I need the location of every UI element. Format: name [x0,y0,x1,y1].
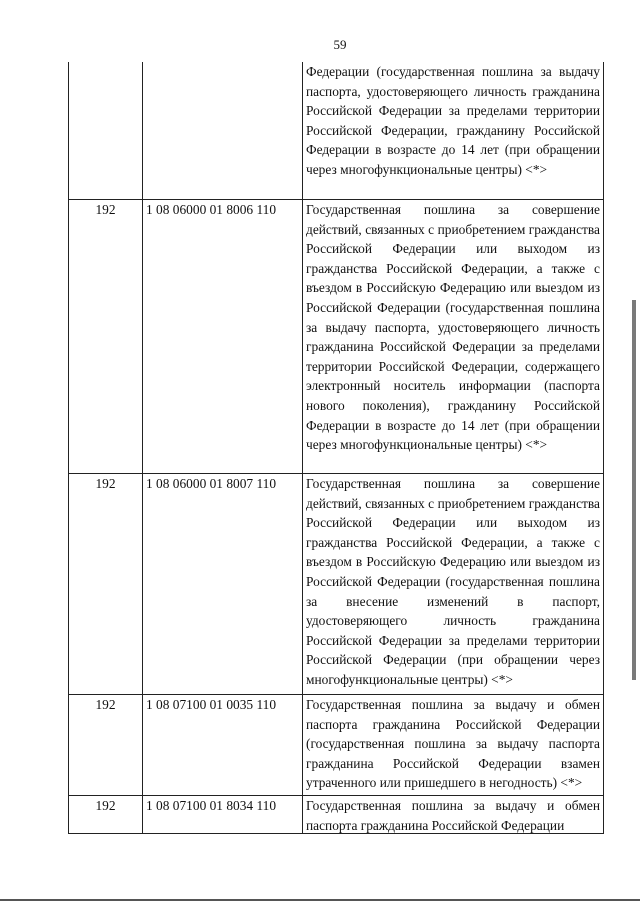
budget-code-cell: 1 08 06000 01 8007 110 [143,474,303,695]
row-number-cell: 192 [69,200,143,474]
row-number-cell [69,62,143,200]
fee-name-cell: Федерации (государственная пошлина за выдачу паспорта, удостоверяющего личность гражданина Российской Федерации за пределами территории Российской Федерации, гражданину Российской Федерации в возрасте до 14 лет (при обращении через многофункциональные центры) <*> [303,62,604,200]
table-row [69,474,604,695]
row-number-cell: 192 [69,695,143,796]
budget-code-cell: 1 08 07100 01 0035 110 [143,695,303,796]
fee-name-text: Государственная пошлина за выдачу и обмен паспорта гражданина Российской Федерации [306,798,600,833]
fee-table [68,62,604,834]
budget-code-cell: 1 08 06000 01 8006 110 [143,200,303,474]
fee-name-cell: Государственная пошлина за совершение действий, связанных с приобретением гражданства Российской Федерации или выходом из гражданства Российской Федерации, а также с въездом в Российскую Федерацию или выездом из Российской Федерации (государственная пошлина за внесение изменений в паспорт, удостоверяющего личность гражданина Российской Федерации за пределами территории Российской Федерации (при обращении через многофункциональные центры) <*> [303,474,604,695]
table-row [69,796,604,834]
row-number-cell: 192 [69,474,143,695]
fee-name-cell: Государственная пошлина за выдачу и обмен паспорта гражданина Российской Федерации (государственная пошлина за выдачу паспорта гражданина Российской Федерации взамен утраченного или пришедшего в негодность) <*> [303,695,604,796]
scan-bottom-line [0,899,640,901]
table-row [69,200,604,474]
budget-code-cell [143,62,303,200]
fee-name-cell [303,796,604,834]
row-number-cell: 192 [69,796,143,834]
table-row [69,695,604,796]
budget-code-cell: 1 08 07100 01 8034 110 [143,796,303,834]
fee-name-cell: Государственная пошлина за совершение действий, связанных с приобретением гражданства Российской Федерации или выходом из гражданства Российской Федерации, а также с въездом в Российскую Федерацию или выездом из Российской Федерации (государственная пошлина за выдачу паспорта, удостоверяющего личность гражданина Российской Федерации за пределами территории Российской Федерации, содержащего электронный носитель информации (паспорта нового поколения), гражданину Российской Федерации в возрасте до 14 лет (при обращении через многофункциональные центры) <*> [303,200,604,474]
scan-edge-shadow [632,300,636,680]
page-number: 59 [333,37,347,52]
table-row [69,62,604,200]
